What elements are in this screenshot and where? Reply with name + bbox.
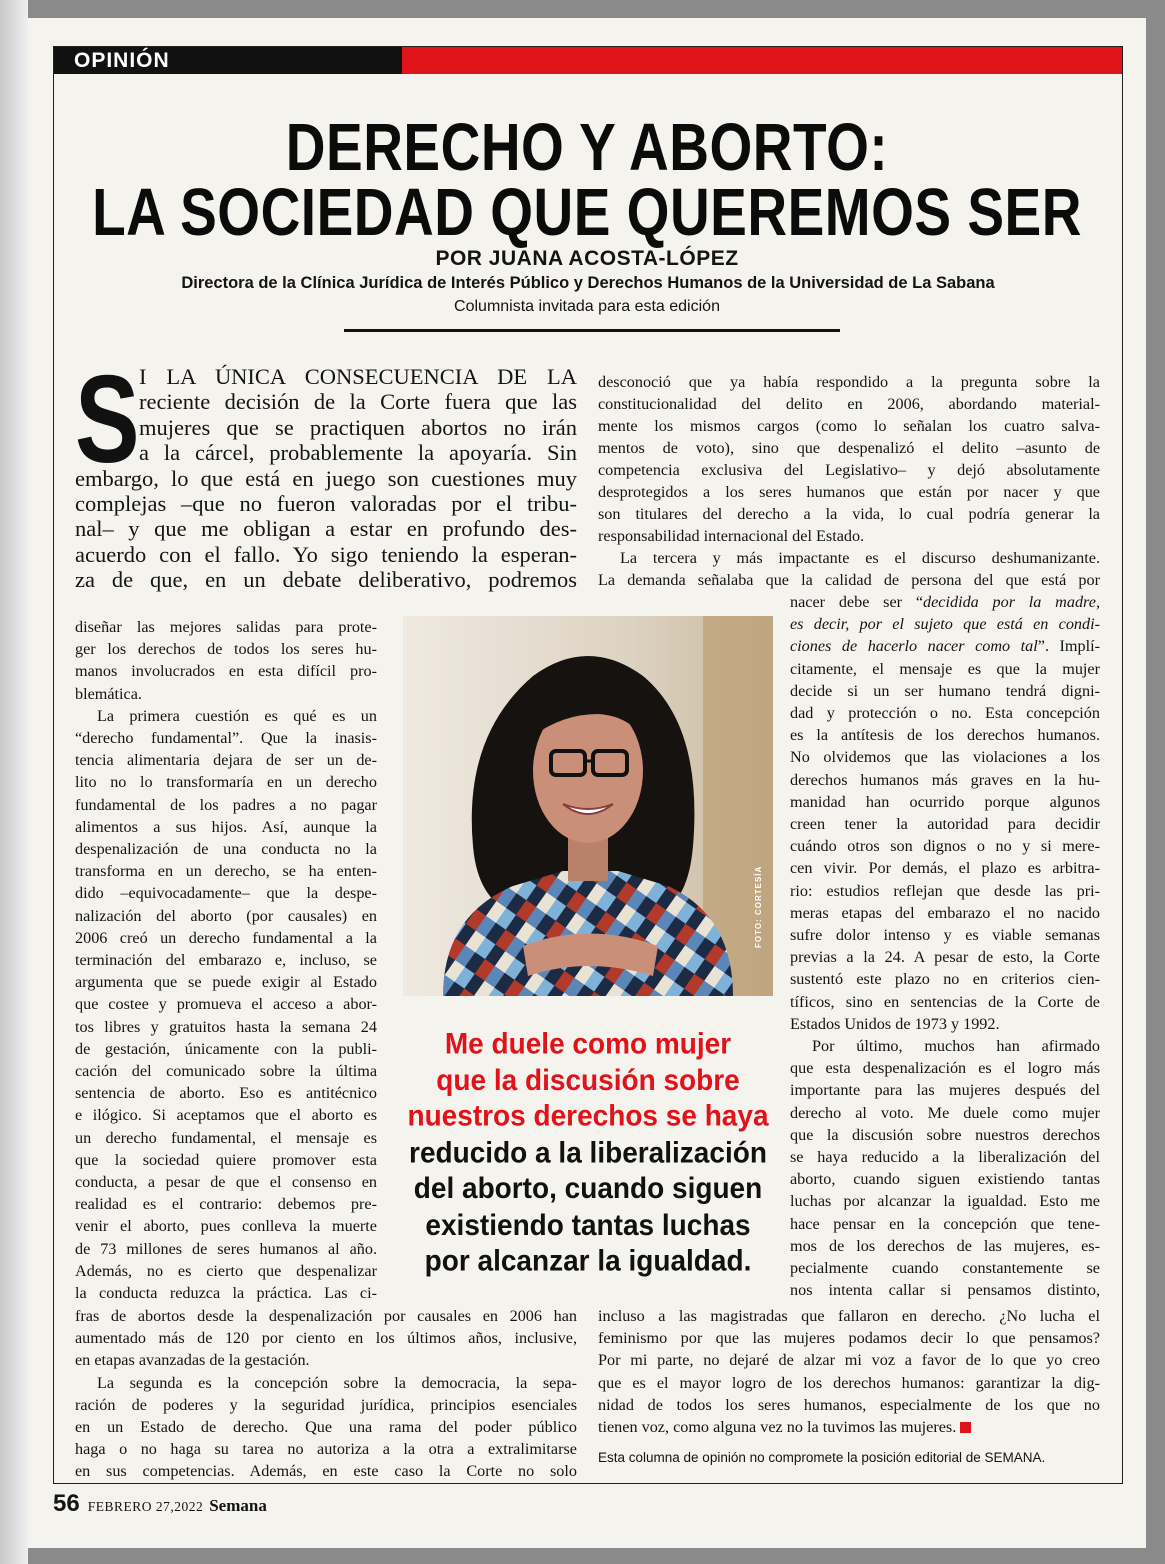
col-left-line: alimentos a sus hijos. Así, aunque la: [75, 817, 377, 836]
col-left-line: manos involucrados en esta difícil pro-: [75, 662, 377, 681]
col-right-line: importante para las mujeres después del: [790, 1081, 1100, 1100]
col-right-bottom-line: incluso a las magistradas que fallaron en derecho. ¿No lucha el: [598, 1307, 1100, 1325]
section-bar-red: [402, 47, 1122, 74]
lead-line: complejas –que no fueron valoradas por el tribu-: [75, 491, 577, 516]
col-left-line: diseñar las mejores salidas para prote-: [75, 618, 377, 636]
col-left-line: fundamental de los padres a no pagar: [75, 795, 377, 814]
col-right-line: luchas por alcanzar la igualdad. Esto me: [790, 1192, 1100, 1211]
col-right-line: No olvidemos que las violaciones a los: [790, 748, 1100, 767]
col-right-line: meras etapas del embarazo el no nacido: [790, 903, 1100, 922]
col-right-line: decide si un ser humano tendrá digni-: [790, 681, 1100, 700]
col-left-line: argumenta que se puede exigir al Estado: [75, 973, 377, 992]
col-right-top-line: mente los mismos cargos (como lo señalan los cuatro salva-: [598, 417, 1100, 435]
col-right-line: hace pensar en la concepción que tene-: [790, 1214, 1100, 1233]
col-right-line: se haya reducido a la liberalización del: [790, 1148, 1100, 1166]
pull-quote: [398, 1026, 778, 1280]
drop-cap: S: [75, 351, 140, 489]
red-square-icon: [960, 1422, 971, 1433]
lead-line: mujeres que se practiquen abortos no irán: [139, 414, 577, 440]
col-left-line: la conducta reduzca la práctica. Las ci-: [75, 1284, 377, 1302]
col-left-bottom-line: ración de poderes y la seguridad jurídica, principios esenciales: [75, 1395, 577, 1414]
pull-quote-line-black: del aborto, cuando siguen: [413, 1171, 763, 1205]
col-right-line: Estados Unidos de 1973 y 1992.: [790, 1014, 1000, 1033]
magazine-name: Semana: [209, 1496, 267, 1515]
pull-quote-line-black: por alcanzar la igualdad.: [424, 1244, 752, 1277]
author-photo: [403, 616, 773, 996]
col-left-line: terminación del embarazo e, incluso, se: [75, 951, 377, 969]
photo-credit: FOTO: CORTESÍA: [754, 865, 763, 948]
col-right-line: ciones de hacerlo nacer como tal”. Implí-: [790, 637, 1100, 656]
col-right-bottom-line: tienen voz, como alguna vez no la tuvimos las mujeres.: [598, 1416, 1100, 1438]
lead-line: za de que, en un debate deliberativo, podremos: [75, 567, 577, 593]
pull-quote-line-black: existiendo tantas luchas: [425, 1208, 751, 1241]
col-right-line: derecho al voto. Me duele como mujer: [790, 1103, 1100, 1122]
col-left-line: realidad es el contrario: debemos pre-: [75, 1195, 377, 1214]
guest-columnist-note: Columnista invitada para esta edición: [454, 298, 720, 315]
col-right-bottom-line: nidad de todos los seres humanos, especialmente de los que no: [598, 1395, 1100, 1414]
col-right-line: Por último, muchos han afirmado: [812, 1037, 1100, 1055]
headline-line-1: DERECHO Y ABORTO:: [285, 109, 889, 185]
col-left-line: nalización del aborto (por causales) en: [75, 906, 377, 925]
col-right-top-line: son titulares del derecho a la vida, lo cual podría generar la: [598, 505, 1100, 523]
lead-line: reciente decisión de la Corte fuera que las: [139, 389, 577, 415]
page-footer: [53, 1490, 267, 1518]
col-right-bottom-line: que es el mayor logro de los derechos humanos: garantizar la dig-: [598, 1373, 1100, 1392]
col-left-line: dido –equivocadamente– que la despe-: [75, 884, 377, 903]
col-right-line: cen vivir. Por demás, el plazo es arbitra-: [790, 859, 1100, 878]
binding-shadow: [0, 0, 28, 1564]
col-left-bottom-line: La segunda es la concepción sobre la democracia, la sepa-: [97, 1373, 577, 1392]
lead-line: nal– y que me obligan a estar en profundo des-: [75, 516, 577, 542]
col-left-line: despenalización de una conducta no la: [75, 840, 377, 858]
pull-quote-line-red: que la discusión sobre: [436, 1063, 740, 1096]
lead-line: I LA ÚNICA CONSECUENCIA DE LA: [139, 364, 577, 389]
col-right-top-line: La demanda señalaba que la calidad de persona del que está por: [598, 571, 1100, 589]
col-left-bottom-line: haga o no haga su tarea no autoriza a la otra a extralimitarse: [75, 1440, 577, 1459]
pull-quote-line-black: reducido a la liberalización: [409, 1135, 767, 1169]
col-right-line: dad y protección o no. Esta concepción: [790, 704, 1100, 722]
col-right-top-line: competencia exclusiva del Legislativo– y dejó absolutamente: [598, 461, 1100, 479]
col-right-bottom-line: feminismo por que las mujeres podamos decir lo que pensamos?: [598, 1329, 1100, 1348]
pull-quote-line-red: Me duele como mujer: [444, 1027, 732, 1060]
lead-line: a la cárcel, probablemente la apoyaría. Sin: [139, 440, 577, 466]
editorial-disclaimer: Esta columna de opinión no compromete la posición editorial de SEMANA.: [598, 1450, 1046, 1465]
col-right-top-line: desprotegidos a los seres humanos que están por nacer y que: [598, 483, 1100, 501]
col-left-line: ger los derechos de todos los seres hu-: [75, 640, 377, 659]
col-right-line: creen tener la autoridad para decidir: [790, 815, 1100, 833]
col-left-line: tos libres y gratuitos hasta la semana 24: [75, 1017, 377, 1036]
col-left-line: lito no lo transformaría en un derecho: [75, 773, 377, 792]
byline: POR JUANA ACOSTA-LÓPEZ: [435, 247, 739, 270]
col-left-line: 2006 creó un derecho fundamental a la: [75, 928, 377, 947]
col-left-line: que la sociedad quiere promover esta: [75, 1150, 377, 1169]
col-left-line: de 73 millones de seres humanos al año.: [75, 1239, 377, 1258]
col-right-bottom-line: Por mi parte, no dejaré de alzar mi voz a favor de lo que yo creo: [598, 1351, 1100, 1370]
col-left-line: blemática.: [75, 684, 142, 703]
page-number: 56: [53, 1490, 80, 1517]
col-right-line: rio: estudios reflejan que desde las pri-: [790, 881, 1100, 900]
col-right-line: pecialmente cuando constantemente se: [790, 1259, 1100, 1277]
col-right-line: aborto, cuando siguen existiendo tantas: [790, 1170, 1100, 1189]
col-right-top-line: responsabilidad internacional del Estado.: [598, 527, 865, 545]
col-left-line: que costee y promueva el acceso a abor-: [75, 995, 377, 1014]
lead-line: embargo, lo que está en juego son cuestiones muy: [75, 465, 577, 491]
col-left-line: La primera cuestión es qué es un: [97, 706, 377, 725]
col-left-line: transforma en un derecho, se ha enten-: [75, 862, 377, 881]
col-right-top-line: constitucionalidad del delito en 2006, abordando material-: [598, 395, 1100, 413]
col-left-line: Además, no es cierto que despenalizar: [75, 1261, 377, 1280]
col-left-line: venir el aborto, pues conlleva la muerte: [75, 1217, 377, 1236]
col-right-line: es decir, por el sujeto que está en condi-: [790, 615, 1100, 634]
lead-line: acuerdo con el fallo. Yo sigo teniendo la esperan-: [75, 541, 577, 567]
col-right-line: nos intenta callar si pensamos distinto,: [790, 1281, 1100, 1300]
author-role: Directora de la Clínica Jurídica de Interés Público y Derechos Humanos de la Universidad de La Sabana: [181, 274, 995, 292]
magazine-page: [28, 18, 1146, 1548]
col-left-line: conducta, a pesar de que el consenso en: [75, 1173, 377, 1191]
col-right-line: nacer debe ser “decidida por la madre,: [790, 593, 1100, 611]
header-rule: [344, 329, 840, 332]
col-left-bottom-line: en sus competencias. Además, en este caso la Corte no solo: [75, 1462, 577, 1481]
pull-quote-line-red: nuestros derechos se haya: [407, 1099, 769, 1133]
col-right-line: que la discusión sobre nuestros derechos: [790, 1125, 1100, 1144]
col-left-bottom-line: fras de abortos desde la despenalización por causales en 2006 han: [75, 1307, 577, 1325]
col-left-bottom-line: aumentado más de 120 por ciento en los últimos años, inclusive,: [75, 1329, 577, 1348]
col-right-line: es la antítesis de los derechos humanos.: [790, 726, 1100, 745]
col-right-top-line: mentos de voto), sino que despenalizó el delito –asunto de: [598, 439, 1100, 457]
col-right-top-line: desconoció que ya había respondido a la pregunta sobre la: [598, 373, 1100, 391]
issue-date: FEBRERO 27,2022: [87, 1499, 204, 1514]
col-right-line: que esta despenalización es el logro más: [790, 1059, 1100, 1078]
col-right-line: cuándo otros son dignos o no y si mere-: [790, 837, 1100, 856]
col-left-line: sentencia de aborto. Eso es antitécnico: [75, 1084, 377, 1103]
portrait-illustration: [403, 616, 773, 996]
headline-line-2: LA SOCIEDAD QUE QUEREMOS SER: [92, 174, 1082, 250]
col-left-line: cación del comunicado sobre la última: [75, 1062, 377, 1080]
col-left-line: tencia alimentaria dejara de ser un de-: [75, 751, 377, 770]
section-label: OPINIÓN: [74, 49, 170, 72]
col-right-line: manidad han ocurrido porque algunos: [790, 792, 1100, 811]
col-left-line: de gestación, únicamente con la publi-: [75, 1039, 377, 1058]
col-right-line: citamente, el mensaje es que la mujer: [790, 659, 1100, 678]
col-left-line: e ilógico. Si aceptamos que el aborto es: [75, 1106, 377, 1125]
col-right-line: sufre dolor intenso y es viable semanas: [790, 926, 1100, 944]
col-right-line: derechos humanos más graves en la hu-: [790, 770, 1100, 789]
col-left-bottom-line: en etapas avanzadas de la gestación.: [75, 1351, 310, 1370]
col-right-line: tíficos, sino en sentencias de la Corte de: [790, 992, 1100, 1011]
col-right-top-line: La tercera y más impactante es el discurso deshumanizante.: [620, 549, 1100, 567]
col-left-line: un derecho fundamental, el mensaje es: [75, 1128, 377, 1147]
col-left-line: “derecho fundamental”. Que la inasis-: [75, 729, 377, 747]
col-right-line: mos de los derechos de las mujeres, es-: [790, 1236, 1100, 1255]
col-right-line: sustentó este plazo no en criterios cien-: [790, 970, 1100, 989]
col-left-bottom-line: en un Estado de derecho. Que una rama del poder público: [75, 1418, 577, 1436]
col-right-line: previas a la 24. A pesar de esto, la Corte: [790, 948, 1100, 967]
